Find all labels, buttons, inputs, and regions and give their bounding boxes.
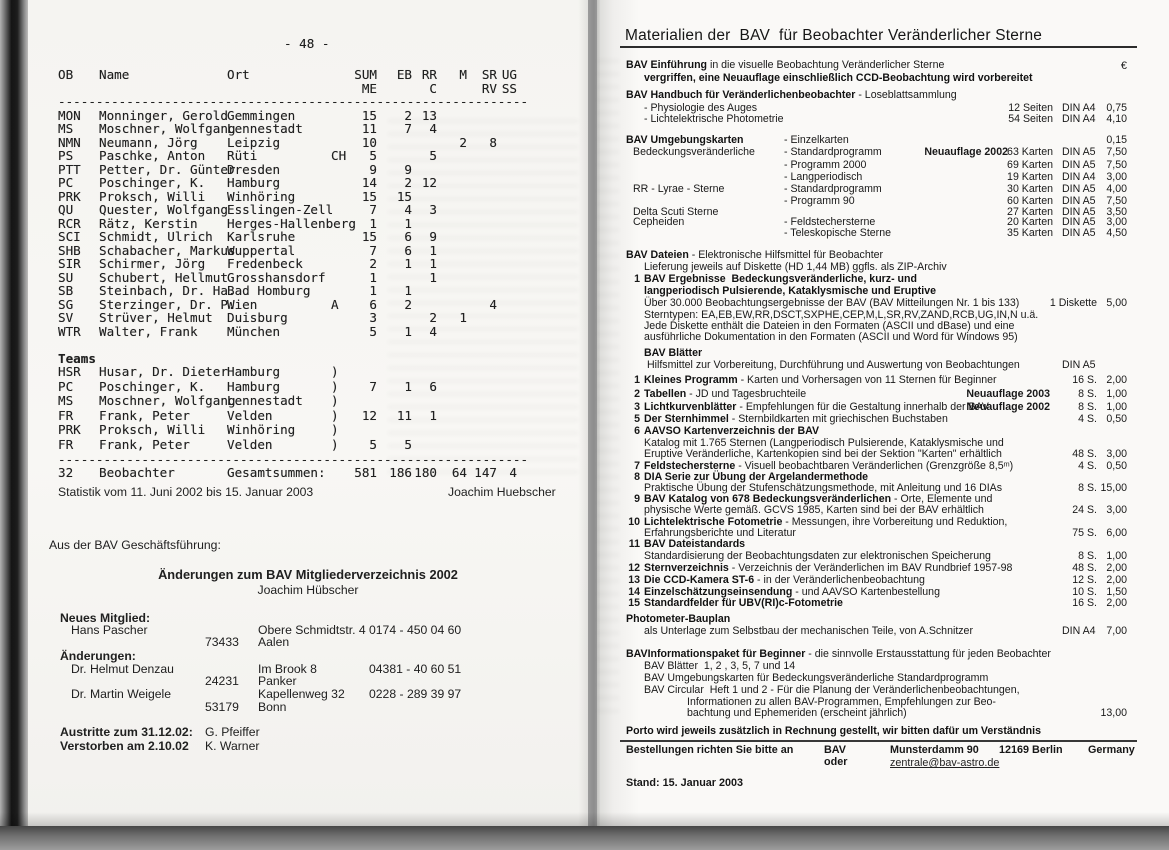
change-name: Dr. Helmut Denzau: [71, 662, 174, 676]
totals-row: 32 Beobachter Gesamtsummen: 581 186 180 64 147 4: [58, 465, 517, 481]
price: 7,50: [1106, 146, 1127, 158]
item-number: 7: [634, 460, 640, 472]
item-number: 8: [634, 471, 640, 483]
item-number: 15: [628, 597, 640, 609]
price-row: Standardisierung der Beobachtungsdaten zur elektronischen Speicherung 8 S. 1,00: [644, 550, 1127, 562]
team-row: FR Frank, Peter Velden ) 5 5: [58, 436, 412, 452]
business-intro: Aus der BAV Geschäftsführung:: [49, 538, 221, 552]
materials-row: vergriffen, eine Neuauflage einschließlich CCD-Beobachtung wird vorbereitet: [644, 72, 1033, 84]
observer-row: SU Schubert, Hellmut Grosshansdorf 1 1: [58, 269, 437, 285]
materials-row: ausführliche Dokumentation in den Formaten (ASCII und Word für Windows 95): [644, 331, 1018, 343]
table-separator: --------------------------------------------------------------: [58, 95, 529, 109]
pages: 8 S.: [1078, 482, 1097, 494]
org-or: oder: [824, 756, 848, 768]
section-heading: BAV Blätter: [644, 347, 703, 359]
org-street: Munsterdamm 90: [890, 744, 979, 756]
price: 0,50: [1106, 460, 1127, 472]
format: DIN A5: [1062, 227, 1096, 239]
new-member-phone: 0174 - 450 04 60: [369, 623, 462, 637]
price-row: BAV Umgebungskarten - Einzelkarten 0,15: [626, 134, 1127, 146]
section-heading: BAVInformationspaket für Beginner - die sinnvolle Erstausstattung für jeden Beobachter: [626, 648, 1051, 660]
page-title: Materialien der BAV für Beobachter Veränderlicher Sterne: [625, 27, 1043, 44]
pages: 48 S.: [1072, 562, 1097, 574]
right-page: [597, 0, 1169, 826]
price: 3,00: [1106, 171, 1127, 183]
price: 6,00: [1106, 527, 1127, 539]
price-row: 1 Kleines Programm - Karten und Vorhersagen von 11 Sternen für Beginner 16 S. 2,00: [644, 375, 1163, 387]
change-city: Panker: [258, 674, 297, 688]
quantity: 54 Seiten: [1008, 113, 1053, 125]
changes-label: Änderungen:: [60, 649, 136, 663]
change-street: Im Brook 8: [258, 662, 317, 676]
title-rule: [620, 46, 1137, 48]
price: 15,00: [1100, 482, 1127, 494]
col-name: Name: [99, 67, 130, 82]
price: 1,50: [1106, 586, 1127, 598]
item-number: 3: [634, 401, 640, 413]
item-number: 9: [634, 493, 640, 505]
section-heading: Photometer-Bauplan: [626, 613, 731, 625]
col-ort: Ort: [227, 67, 250, 82]
category-label: Delta Scuti Sterne: [633, 206, 719, 218]
observer-row: SV Strüver, Helmut Duisburg 3 2 1: [58, 310, 467, 325]
category-label: Cepheiden: [633, 216, 685, 228]
materials-row: 9 BAV Katalog von 678 Bedeckungsveränderlichen - Orte, Elemente und: [644, 494, 1163, 506]
observer-row: MON Monninger, Gerold Gemmingen 15 2 13: [58, 107, 437, 123]
price-row: 13 Die CCD-Kamera ST-6 - in der Veränderlichenbeobachtung 12 S. 2,00: [628, 574, 1127, 586]
book-spine-shadow: [0, 0, 30, 826]
price-row: - Lichtelektrische Photometrie 54 Seiten DIN A4 4,10: [644, 113, 1127, 125]
item-number: 2: [634, 388, 640, 400]
statistics-period: Statistik vom 11. Juni 2002 bis 15. Januar 2003: [58, 485, 314, 499]
orders-label: Bestellungen richten Sie bitte an: [626, 744, 794, 756]
edition-badge: Neuauflage 2003: [966, 388, 1050, 400]
pages: 8 S.: [1078, 388, 1097, 400]
observer-row: PS Paschke, Anton Rüti CH 5 5: [58, 148, 437, 163]
col-eb: EB: [396, 67, 412, 82]
price: 3,00: [1106, 448, 1127, 460]
scan-bottom-shadow: [0, 812, 1169, 826]
materials-row: 6 AAVSO Kartenverzeichnis der BAV: [644, 426, 1163, 438]
item-number: 5: [634, 413, 640, 425]
deceased-value: K. Warner: [205, 739, 260, 753]
quantity: 19 Karten: [1007, 171, 1053, 183]
price-row: 3 Lichtkurvenblätter - Empfehlungen für die Gestaltung innerhalb der BAV Neuauflage 2002 8 S. 1,00: [644, 402, 1163, 414]
change-phone: 0228 - 289 39 97: [369, 687, 462, 701]
teams-section-label: Teams: [58, 350, 96, 366]
price: 7,00: [1106, 625, 1127, 637]
footer-rule: [620, 740, 1137, 742]
pages: 75 S.: [1072, 527, 1097, 539]
edition-badge: Neuauflage 2002: [924, 146, 1008, 158]
price-row: 5 Der Sternhimmel - Sternbildkarten mit griechischen Buchstaben 4 S. 0,50: [644, 414, 1163, 426]
item-number: 1: [634, 374, 640, 386]
pages: 16 S.: [1072, 597, 1097, 609]
subitem-label: - Standardprogramm: [784, 183, 882, 195]
subitem-label: - Standardprogramm: [784, 146, 882, 158]
change-zip: 53179: [205, 700, 239, 714]
materials-row: BAV Umgebungskarten für Bedeckungsveränderliche Standardprogramm: [644, 672, 989, 684]
materials-row: Katalog mit 1.765 Sternen (Langperiodisch Pulsierende, Kataklysmische und: [644, 437, 1004, 449]
item-number: 1: [634, 273, 640, 285]
new-member-street: Obere Schmidtstr. 4: [258, 623, 366, 637]
price: 3,00: [1106, 216, 1127, 228]
subitem-label: - Programm 90: [784, 195, 855, 207]
item-number: 13: [628, 574, 640, 586]
category-label: RR - Lyrae - Sterne: [633, 183, 725, 195]
subitem-label: - Teleskopische Sterne: [784, 227, 891, 239]
price: 5,00: [1106, 297, 1127, 309]
quantity: 20 Karten: [1007, 216, 1053, 228]
col-m: M: [459, 67, 467, 82]
category-label: Bedeckungsveränderliche: [633, 146, 755, 158]
pages: 48 S.: [1072, 448, 1097, 460]
new-member-city: Aalen: [258, 635, 290, 649]
price-row: 7 Feldstechersterne - Visuell beobachtbaren Veränderlichen (Grenzgröße 8,5ᵐ) 4 S. 0,50: [644, 461, 1163, 473]
format: DIN A4: [1062, 171, 1096, 183]
stand-date: Stand: 15. Januar 2003: [626, 777, 744, 789]
col-ug: UG: [501, 67, 517, 82]
currency-header: €: [1120, 60, 1127, 72]
materials-row: BAV Einführung in die visuelle Beobachtung Veränderlicher Sterne: [626, 59, 945, 71]
col-sum: SUM: [354, 67, 377, 82]
subitem-label: - Feldstechersterne: [784, 216, 876, 228]
col-sr: SR: [481, 67, 497, 82]
format: DIN A4: [1062, 625, 1096, 637]
materials-row: 1 BAV Ergebnisse Bedeckungsveränderliche, kurz- und: [644, 274, 1163, 286]
format: DIN A5: [1062, 359, 1096, 371]
price: 1,00: [1106, 401, 1127, 413]
price-row: Erfahrungsberichte und Literatur 75 S. 6,00: [644, 527, 1127, 539]
price-row: [633, 147, 1163, 159]
price: 2,00: [1106, 562, 1127, 574]
new-member-zip: 73433: [205, 635, 239, 649]
price: 0,75: [1106, 102, 1127, 114]
subitem-label: - Langperiodisch: [784, 171, 863, 183]
table-separator: --------------------------------------------------------------: [58, 452, 529, 467]
observer-row: WTR Walter, Frank München 5 1 4: [58, 323, 437, 339]
observer-row: PRK Proksch, Willi Winhöring 15 15: [58, 188, 412, 204]
format: DIN A5: [1062, 146, 1096, 158]
materials-row: BAV Blätter 1, 2 , 3, 5, 7 und 14: [644, 660, 796, 672]
table-header-row: [58, 68, 558, 82]
price: 1,00: [1106, 388, 1127, 400]
team-row: HSR Husar, Dr. Dieter Hamburg ): [58, 364, 339, 379]
org-email: zentrale@bav-astro.de: [890, 757, 1000, 769]
observer-row: PTT Petter, Dr. Günter Dresden 9 9: [58, 161, 412, 177]
price: 2,00: [1106, 597, 1127, 609]
price: 13,00: [1100, 707, 1127, 719]
team-row: PC Poschinger, K. Hamburg ) 7 1 6: [58, 378, 437, 394]
subitem-label: - Programm 2000: [784, 159, 867, 171]
team-row: PRK Proksch, Willi Winhöring ): [58, 422, 339, 438]
quantity: 60 Karten: [1007, 195, 1053, 207]
price: 4,50: [1106, 227, 1127, 239]
scan-bottom-edge: [0, 826, 1169, 850]
price: 7,50: [1106, 195, 1127, 207]
change-city: Bonn: [258, 700, 287, 714]
org-country: Germany: [1088, 744, 1135, 756]
price: 2,00: [1106, 574, 1127, 586]
materials-row: Informationen zu allen BAV-Programmen, Empfehlungen zur Beo-: [687, 696, 996, 708]
price-row: als Unterlage zum Selbstbau der mechanischen Teile, von A.Schnitzer DIN A4 7,00: [644, 625, 1127, 637]
pages: 12 S.: [1072, 574, 1097, 586]
change-phone: 04381 - 40 60 51: [369, 662, 462, 676]
price-row: Über 30.000 Beobachtungsergebnisse der BAV (BAV Mitteilungen Nr. 1 bis 133) 1 Diskette 5,00: [644, 297, 1127, 309]
new-member-label: Neues Mitglied:: [60, 611, 151, 625]
col-ob: OB: [58, 67, 74, 82]
materials-row: Lieferung jeweils auf Diskette (HD 1,44 MB) ggfls. als ZIP-Archiv: [644, 261, 947, 273]
price: 3,50: [1106, 206, 1127, 218]
observer-row: SG Sterzinger, Dr. P. Wien A 6 2 4: [58, 296, 497, 312]
subitem-label: - Einzelkarten: [784, 134, 849, 146]
item-number: 6: [634, 425, 640, 437]
price-row: 15 Standardfelder für UBV(RI)c-Fotometrie 16 S. 2,00: [628, 597, 1127, 609]
observer-row: SIR Schirmer, Jörg Fredenbeck 2 1 1: [58, 256, 437, 271]
format: DIN A5: [1062, 216, 1096, 228]
table-header-row2: ME C RV SS: [361, 80, 517, 96]
pages: 10 S.: [1072, 586, 1097, 598]
change-street: Kapellenweg 32: [258, 687, 345, 701]
materials-row: Hilfsmittel zur Vorbereitung, Durchführung und Auswertung von Beobachtungen DIN A5: [647, 360, 1163, 372]
business-author: Joachim Hübscher: [257, 583, 359, 597]
exit-label: Austritte zum 31.12.02:: [60, 725, 193, 739]
scan-artifact: [597, 60, 619, 720]
exit-value: G. Pfeiffer: [205, 725, 260, 739]
materials-row: Jede Diskette enthält die Dateien in den Formaten (ASCII und dBase) und eine: [644, 320, 1015, 332]
item-number: 12: [628, 562, 640, 574]
statistics-author: Joachim Huebscher: [448, 485, 556, 499]
pages: 16 S.: [1072, 374, 1097, 386]
col-rr: RR: [421, 67, 437, 82]
price: 2,00: [1106, 374, 1127, 386]
observer-row: PC Poschinger, K. Hamburg 14 2 12: [58, 175, 437, 190]
observer-row: MS Moschner, Wolfgang Lennestadt 11 7 4: [58, 121, 437, 136]
pages: 8 S.: [1078, 401, 1097, 413]
format: DIN A5: [1062, 195, 1096, 207]
item-number: 11: [628, 538, 640, 550]
quantity: 63 Karten: [1007, 146, 1053, 158]
materials-row: langperiodisch Pulsierende, Kataklysmische und Eruptive: [644, 285, 937, 297]
price: 3,00: [1106, 504, 1127, 516]
price: 0,15: [1106, 134, 1127, 146]
pages: 4 S.: [1078, 413, 1097, 425]
org-city: 12169 Berlin: [999, 744, 1063, 756]
change-name: Dr. Martin Weigele: [71, 687, 172, 701]
observer-row: SHB Schabacher, Markus Wuppertal 7 6 1: [58, 242, 437, 258]
page-number: - 48 -: [284, 36, 330, 51]
pages: 24 S.: [1072, 504, 1097, 516]
observer-row: QU Quester, Wolfgang Esslingen-Zell 7 4 3: [58, 202, 437, 217]
price-row: - Physiologie des Auges 12 Seiten DIN A4 0,75: [644, 102, 1127, 114]
quantity: 27 Karten: [1007, 206, 1053, 218]
observer-row: NMN Neumann, Jörg Leipzig 10 2 8: [58, 134, 497, 150]
deceased-label: Verstorben am 2.10.02: [60, 739, 189, 753]
format: DIN A5: [1062, 183, 1096, 195]
format: DIN A5: [1062, 159, 1096, 171]
edition-badge: Neuauflage 2002: [966, 401, 1050, 413]
materials-row: BAV Dateien - Elektronische Hilfsmittel für Beobachter: [626, 249, 884, 261]
price-row: [633, 228, 1163, 240]
price: 4,10: [1106, 113, 1127, 125]
quantity: 1 Diskette: [1049, 297, 1097, 309]
price-row: bachtung und Ephemeriden (erscheint jährlich) 13,00: [687, 707, 1127, 719]
item-number: 14: [628, 586, 640, 598]
pages: 4 S.: [1078, 460, 1097, 472]
observer-row: SB Steinbach, Dr. Ha. Bad Homburg 1 1: [58, 283, 412, 298]
price-row: 12 Sternverzeichnis - Verzeichnis der Veränderlichen im BAV Rundbrief 1957-98 48 S. 2,00: [628, 562, 1127, 574]
price: 0,50: [1106, 413, 1127, 425]
materials-row: BAV Handbuch für Veränderlichenbeobachter - Loseblattsammlung: [626, 89, 957, 101]
team-row: MS Moschner, Wolfgang Lennestadt ): [58, 393, 339, 409]
quantity: 35 Karten: [1007, 227, 1053, 239]
spacer-row: [58, 338, 558, 352]
format: DIN A4: [1062, 102, 1096, 114]
new-member-name: Hans Pascher: [71, 623, 148, 637]
pages: 8 S.: [1078, 550, 1097, 562]
price-row: 2 Tabellen - JD und Tagesbruchteile Neuauflage 2003 8 S. 1,00: [644, 389, 1163, 401]
format: DIN A4: [1062, 113, 1096, 125]
price-row: Eruptive Veränderliche, Kartenkopien sind bei der Sektion "Karten" erhältlich 48 S. 3,00: [644, 448, 1127, 460]
observer-row: SCI Schmidt, Ulrich Karlsruhe 15 6 9: [58, 229, 437, 244]
materials-row: BAV Circular Heft 1 und 2 - Für die Planung der Veränderlichenbeobachtungen,: [644, 684, 1020, 696]
postage-note: Porto wird jeweils zusätzlich in Rechnung gestellt, wir bitten dafür um Verständnis: [626, 725, 1041, 737]
quantity: 12 Seiten: [1008, 102, 1053, 114]
price-row: 14 Einzelschätzungseinsendung - und AAVSO Kartenbestellung 10 S. 1,50: [628, 586, 1127, 598]
business-title: Änderungen zum BAV Mitgliederverzeichnis 2002: [158, 567, 458, 582]
change-zip: 24231: [205, 674, 239, 688]
price-row: physische Werte gemäß. GCVS 1985, Karten sind bei der BAV erhältlich 24 S. 3,00: [644, 504, 1127, 516]
materials-row: Sterntypen: EA,EB,EW,RR,DSCT,SXPHE,CEP,M,L,SR,RV,ZAND,RCB,UG,IN,N u.ä.: [644, 309, 1039, 321]
left-page: [28, 0, 588, 826]
team-row: FR Frank, Peter Velden ) 12 11 1: [58, 407, 437, 423]
materials-row: 11 BAV Dateistandards: [628, 538, 746, 550]
quantity: 30 Karten: [1007, 183, 1053, 195]
org-name: BAV: [824, 744, 846, 756]
quantity: 69 Karten: [1007, 159, 1053, 171]
price: 1,00: [1106, 550, 1127, 562]
price: 4,00: [1106, 183, 1127, 195]
materials-row: 10 Lichtelektrische Fotometrie - Messungen, ihre Vorbereitung und Reduktion,: [628, 516, 1008, 528]
observer-row: RCR Rätz, Kerstin Herges-Hallenberg 1 1: [58, 215, 412, 231]
observers-table: [58, 68, 558, 480]
price-row: Praktische Übung der Stufenschätzungsmethode, mit Anleitung und 16 DIAs 8 S. 15,00: [644, 482, 1127, 494]
price: 7,50: [1106, 159, 1127, 171]
materials-row: 8 DIA Serie zur Übung der Argelandermethode: [644, 472, 1163, 484]
format: DIN A5: [1062, 206, 1096, 218]
scan-gutter-shadow: [578, 0, 600, 826]
item-number: 10: [628, 516, 640, 528]
